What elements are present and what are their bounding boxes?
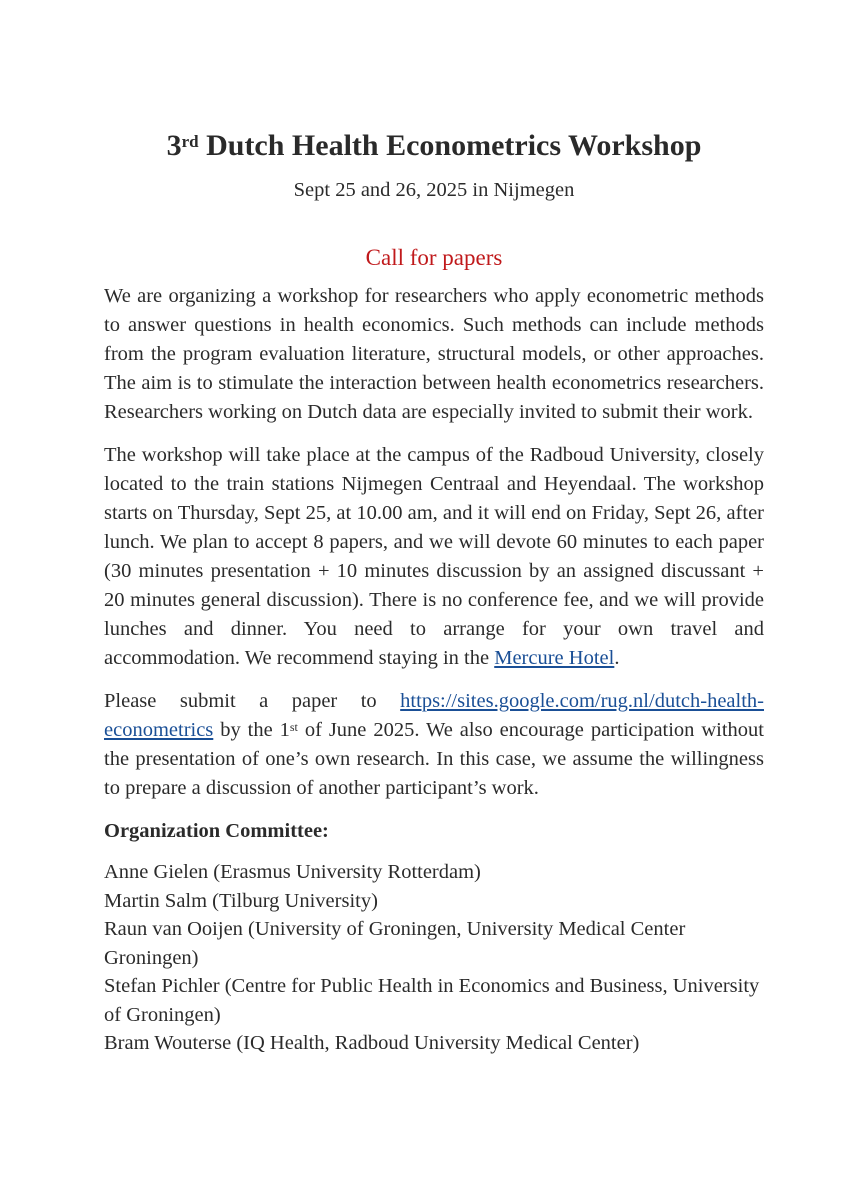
submission-paragraph [104,687,764,803]
logistics-paragraph [104,441,764,673]
title-ordinal-suffix: rd [181,132,199,151]
submission-ordinal: st [289,720,298,734]
intro-paragraph: We are organizing a workshop for researchers who apply econometric methods to answer questions in health economics. Such methods can include methods from the program evaluation literature, structural models, or other approaches. The aim is to stimulate the interaction between health econometrics researchers. Researchers working on Dutch data are especially invited to submit their work. [104,285,764,423]
committee-member: Stefan Pichler (Centre for Public Health in Economics and Business, University of Groningen) [104,975,760,1026]
committee-heading: Organization Committee: [104,820,329,842]
mercure-hotel-link[interactable]: Mercure Hotel [494,647,615,669]
committee-member: Raun van Ooijen (University of Groningen, University Medical Center Groningen) [104,918,686,969]
logistics-text: The workshop will take place at the campus of the Radboud University, closely located to the train stations Nijmegen Centraal and Heyendaal. The workshop starts on Thursday, Sept 25, at 10.00 am, and it will end on Friday, Sept 26, after lunch. We plan to accept 8 papers, and we will devote 60 minutes to each paper (30 minutes presentation + 10 minutes discussion by an assigned discussant + 20 minutes general discussion). There is no conference fee, and we will provide lunches and dinner. You need to arrange for your own travel and accommodation. We recommend staying in the [104,444,764,669]
submission-text-mid: by the 1 [213,719,290,741]
submission-site-link[interactable]: https://sites.google.com/rug.nl/dutch-health-econometrics [104,690,764,741]
page-title [104,124,764,168]
submission-text-end: of June 2025. We also encourage participation without the presentation of one’s own research. In this case, we assume the willingness to prepare a discussion of another participant’s work. [104,719,765,799]
committee-member: Bram Wouterse (IQ Health, Radboud University Medical Center) [104,1032,640,1054]
call-for-papers-heading: Call for papers [365,245,503,270]
committee-member: Martin Salm (Tilburg University) [104,889,378,912]
logistics-end: . [614,647,620,669]
committee-list [104,858,764,1058]
title-text: Dutch Health Econometrics Workshop [206,129,702,162]
submission-text-start: Please submit a paper to [104,690,401,712]
event-date-location: Sept 25 and 26, 2025 in Nijmegen [293,179,575,201]
flyer-document [104,124,764,1058]
committee-member: Anne Gielen (Erasmus University Rotterdam) [104,861,481,883]
title-ordinal-number: 3 [166,129,182,162]
